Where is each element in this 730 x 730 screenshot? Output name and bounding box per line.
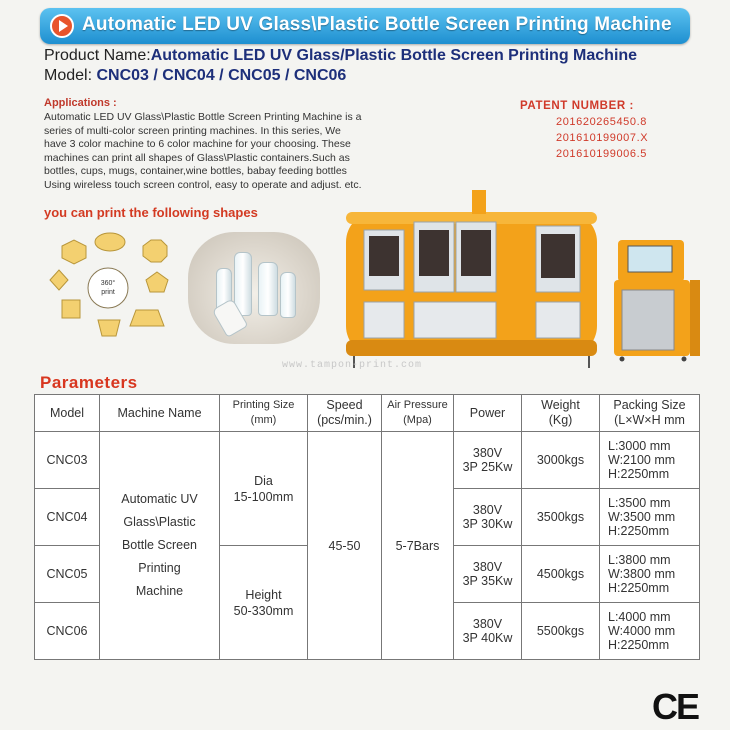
speed-cell: 45-50 bbox=[308, 432, 382, 660]
applications-line: Automatic LED UV Glass\Plastic Bottle Screen Printing Machine is a bbox=[44, 111, 362, 123]
patent-heading: PATENT NUMBER : bbox=[520, 100, 634, 112]
applications-line: bottles, cups, mugs, container,wine bottles, babay feeding bottles bbox=[44, 165, 347, 178]
product-name-line bbox=[44, 47, 637, 65]
table-header-row bbox=[35, 395, 700, 432]
column-header: Weight (Kg) bbox=[522, 395, 600, 432]
applications-heading: Applications : bbox=[44, 97, 117, 109]
power-cell: 380V 3P 40Kw bbox=[454, 603, 522, 660]
bottle-image bbox=[280, 272, 296, 318]
shape-cup bbox=[98, 320, 120, 336]
model-line bbox=[44, 67, 346, 85]
shape-diamond bbox=[50, 270, 68, 290]
center-label-top: 360° bbox=[100, 280, 116, 287]
printing-machine-image bbox=[344, 190, 599, 370]
weight-cell: 5500kgs bbox=[522, 603, 600, 660]
product-name-label: Product Name: bbox=[44, 47, 151, 64]
column-header: Model bbox=[35, 395, 100, 432]
control-console-image bbox=[610, 240, 702, 362]
shapes-heading: you can print the following shapes bbox=[44, 205, 258, 220]
parameters-heading: Parameters bbox=[40, 373, 138, 392]
model-cell: CNC04 bbox=[35, 489, 100, 546]
packing-cell: L:4000 mm W:4000 mm H:2250mm bbox=[600, 603, 700, 660]
column-header: Speed (pcs/min.) bbox=[308, 395, 382, 432]
printing-size-dia-cell: Dia 15-100mm bbox=[220, 432, 308, 546]
packing-cell: L:3000 mm W:2100 mm H:2250mm bbox=[600, 432, 700, 489]
weight-cell: 4500kgs bbox=[522, 546, 600, 603]
power-cell: 380V 3P 30Kw bbox=[454, 489, 522, 546]
packing-cell: L:3500 mm W:3500 mm H:2250mm bbox=[600, 489, 700, 546]
product-name: Automatic LED UV Glass/Plastic Bottle Screen Printing Machine bbox=[150, 47, 638, 64]
patent-number: 201610199006.5 bbox=[556, 148, 647, 160]
shape-oval bbox=[95, 233, 125, 251]
patent-number: 201620265450.8 bbox=[556, 116, 647, 128]
shape-trapezoid bbox=[130, 310, 164, 326]
play-icon bbox=[50, 14, 74, 38]
printing-size-height-cell: Height 50-330mm bbox=[220, 546, 308, 660]
air-pressure-cell: 5-7Bars bbox=[382, 432, 454, 660]
model-cell: CNC05 bbox=[35, 546, 100, 603]
table-row bbox=[35, 432, 700, 489]
shape-pentagon bbox=[146, 272, 168, 292]
model-cell: CNC03 bbox=[35, 432, 100, 489]
column-header: Air Pressure (Mpa) bbox=[382, 395, 454, 432]
applications-line: Using wireless touch screen control, easy to operate and adjust. etc. bbox=[44, 178, 362, 191]
shape-octagon bbox=[143, 240, 167, 262]
shapes-diagram bbox=[40, 228, 180, 343]
weight-cell: 3500kgs bbox=[522, 489, 600, 546]
model-label: Model: bbox=[44, 67, 97, 84]
packing-cell: L:3800 mm W:3800 mm H:2250mm bbox=[600, 546, 700, 603]
model-list: CNC03 / CNC04 / CNC05 / CNC06 bbox=[96, 67, 347, 84]
applications-line: series of multi-color screen printing machines. In this series, We bbox=[44, 124, 341, 137]
watermark: www.tampon-print.com bbox=[282, 360, 423, 371]
column-header: Machine Name bbox=[100, 395, 220, 432]
applications-line: have 3 color machine to 6 color machine for your choosing. These bbox=[44, 138, 351, 151]
ce-mark: CE bbox=[652, 686, 699, 727]
applications-text bbox=[44, 111, 444, 193]
parameters-table bbox=[34, 394, 700, 660]
power-cell: 380V 3P 35Kw bbox=[454, 546, 522, 603]
bottles-photo bbox=[188, 232, 320, 344]
model-cell: CNC06 bbox=[35, 603, 100, 660]
weight-cell: 3000kgs bbox=[522, 432, 600, 489]
column-header: Printing Size (mm) bbox=[220, 395, 308, 432]
applications-line: machines can print all shapes of Glass\Plastic containers.Such as bbox=[44, 151, 350, 164]
title-banner bbox=[40, 8, 690, 44]
bottle-image bbox=[258, 262, 278, 316]
column-header: Power bbox=[454, 395, 522, 432]
column-header: Packing Size (L×W×H mm bbox=[600, 395, 700, 432]
shape-square bbox=[62, 300, 80, 318]
patent-number: 201610199007.X bbox=[556, 132, 649, 144]
center-label-bottom: print bbox=[101, 289, 115, 296]
shape-hexagon bbox=[62, 240, 86, 264]
center-circle bbox=[88, 268, 128, 308]
banner-title: Automatic LED UV Glass\Plastic Bottle Screen Printing Machine bbox=[82, 14, 672, 35]
machine-name-cell: Automatic UV Glass\Plastic Bottle Screen Printing Machine bbox=[100, 432, 220, 660]
power-cell: 380V 3P 25Kw bbox=[454, 432, 522, 489]
